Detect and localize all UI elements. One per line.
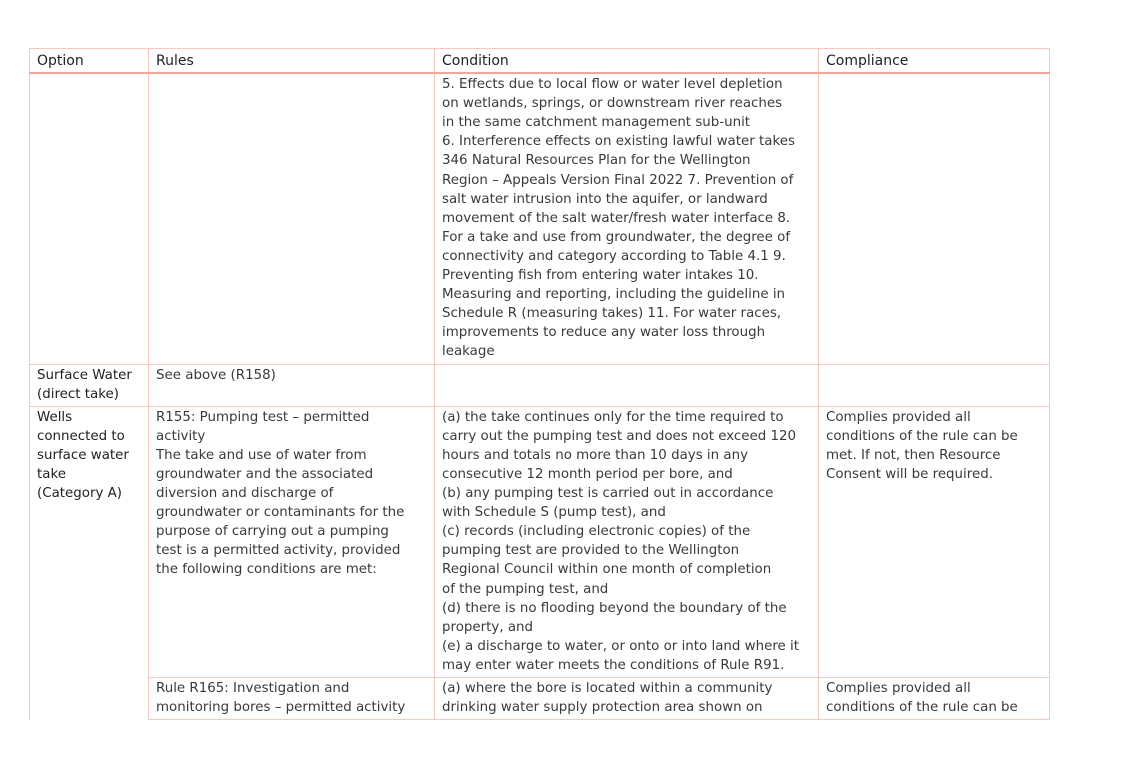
rules-cell [149, 406, 435, 677]
header-compliance: Compliance [819, 49, 1050, 74]
option-cell [30, 73, 149, 364]
rules-line: activity [156, 428, 206, 444]
condition-line: on wetlands, springs, or downstream river reaches [442, 96, 783, 112]
condition-line: property, and [442, 619, 534, 635]
rules-line: The take and use of water from [156, 447, 367, 463]
rules-line: See above (R158) [156, 367, 276, 383]
condition-clip [442, 679, 811, 717]
condition-line: (b) any pumping test is carried out in accordance [442, 486, 774, 502]
condition-line: of the pumping test, and [442, 581, 609, 597]
compliance-cell [819, 73, 1050, 364]
rules-table [29, 48, 1050, 720]
rules-line: test is a permitted activity, provided [156, 543, 401, 559]
option-line: surface water [37, 447, 129, 463]
condition-line: connectivity and category according to Table 4.1 9. [442, 248, 786, 264]
condition-line: salt water intrusion into the aquifer, or landward [442, 191, 768, 207]
condition-line: 6. Interference effects on existing lawful water takes [442, 134, 795, 150]
table-row [30, 406, 1050, 677]
condition-line: may enter water meets the conditions of Rule R91. [442, 657, 785, 673]
table-row [30, 73, 1050, 364]
condition-line: pumping test are provided to the Wellington [442, 543, 740, 559]
header-condition: Condition [435, 49, 819, 74]
condition-line: Measuring and reporting, including the guideline in [442, 287, 786, 303]
header-option: Option [30, 49, 149, 74]
condition-line: (a) where the bore is located within a community [442, 681, 773, 696]
condition-line: Preventing fish from entering water intakes 10. [442, 268, 759, 284]
compliance-line: Complies provided all [826, 681, 971, 696]
rules-cell [149, 678, 435, 720]
compliance-cell [819, 406, 1050, 677]
rules-line: R155: Pumping test – permitted [156, 409, 370, 425]
rules-line: purpose of carrying out a pumping [156, 524, 389, 540]
condition-line: (e) a discharge to water, or onto or into land where it [442, 638, 800, 654]
rules-line: the following conditions are met: [156, 562, 377, 578]
condition-line: with Schedule S (pump test), and [442, 505, 666, 521]
header-rules: Rules [149, 49, 435, 74]
rules-cell [149, 364, 435, 406]
option-line: (direct take) [37, 386, 119, 402]
condition-line: hours and totals no more than 10 days in any [442, 447, 749, 463]
rules-line: diversion and discharge of [156, 486, 334, 502]
condition-line: drinking water supply protection area shown on [442, 700, 763, 716]
condition-line: in the same catchment management sub-unit [442, 115, 751, 131]
condition-line: 5. Effects due to local flow or water level depletion [442, 77, 783, 93]
condition-line: For a take and use from groundwater, the degree of [442, 229, 791, 245]
rules-cell [149, 73, 435, 364]
condition-line: (a) the take continues only for the time required to [442, 409, 784, 425]
table-row [30, 678, 1050, 720]
option-line: (Category A) [37, 486, 123, 502]
condition-line: Regional Council within one month of completion [442, 562, 772, 578]
compliance-line: Complies provided all [826, 409, 971, 425]
table-row [30, 364, 1050, 406]
rules-line: Rule R165: Investigation and [156, 681, 350, 696]
rules-clip [156, 679, 427, 717]
condition-line: movement of the salt water/fresh water interface 8. [442, 210, 791, 226]
condition-line: consecutive 12 month period per bore, and [442, 466, 733, 482]
condition-cell [435, 73, 819, 364]
condition-line: (c) records (including electronic copies) of the [442, 524, 751, 540]
condition-line: Schedule R (measuring takes) 11. For water races, [442, 306, 782, 322]
rules-line: groundwater or contaminants for the [156, 505, 405, 521]
condition-line: 346 Natural Resources Plan for the Wellington [442, 153, 751, 169]
compliance-cell [819, 364, 1050, 406]
compliance-line: met. If not, then Resource [826, 447, 1001, 463]
condition-line: improvements to reduce any water loss through [442, 325, 766, 341]
condition-line: carry out the pumping test and does not exceed 120 [442, 428, 797, 444]
rules-line: monitoring bores – permitted activity [156, 700, 406, 716]
option-line: Wells [37, 409, 73, 425]
option-cell [30, 364, 149, 406]
rules-line: groundwater and the associated [156, 466, 374, 482]
condition-cell [435, 364, 819, 406]
condition-cell [435, 406, 819, 677]
condition-line: (d) there is no flooding beyond the boundary of the [442, 600, 787, 616]
compliance-line: conditions of the rule can be [826, 700, 1018, 716]
option-line: connected to [37, 428, 125, 444]
table-header-row [30, 49, 1050, 74]
condition-line: leakage [442, 344, 495, 360]
compliance-line: conditions of the rule can be [826, 428, 1018, 444]
condition-cell [435, 678, 819, 720]
compliance-clip [826, 679, 1042, 717]
option-line: Surface Water [37, 367, 132, 383]
compliance-line: Consent will be required. [826, 466, 993, 482]
compliance-cell [819, 678, 1050, 720]
condition-line: Region – Appeals Version Final 2022 7. Prevention of [442, 172, 794, 188]
option-cell [30, 406, 149, 719]
option-line: take [37, 466, 66, 482]
